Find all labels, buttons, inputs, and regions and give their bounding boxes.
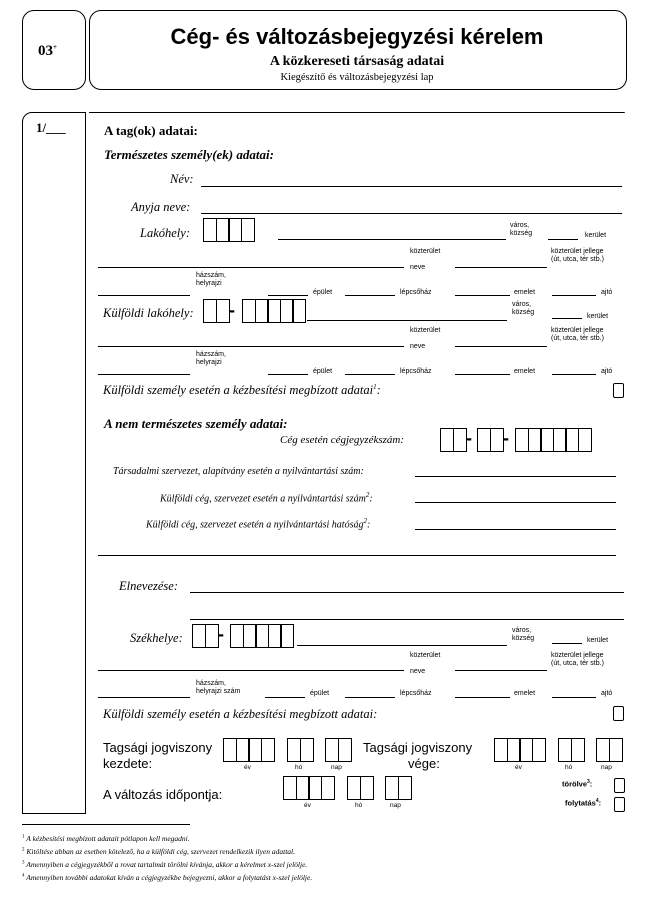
ho-label: hó bbox=[295, 764, 303, 771]
tag-kezdete-label: Tagsági jogviszony kezdete: bbox=[103, 740, 213, 771]
form-code: 03+ bbox=[38, 43, 57, 59]
kozterulet-label: közterület neve bbox=[410, 652, 441, 675]
folytatas-label: folytatás$^4$: bbox=[565, 798, 602, 808]
elnevezese-label: Elnevezése: bbox=[119, 579, 178, 593]
ajto-field[interactable] bbox=[552, 374, 596, 375]
cegjegyzek-label: Cég esetén cégjegyzékszám: bbox=[280, 434, 405, 446]
epulet-label: épület bbox=[313, 368, 333, 375]
vege-ev[interactable] bbox=[494, 738, 546, 762]
dash: - bbox=[218, 624, 224, 644]
kezbesitesi-checkbox[interactable] bbox=[613, 383, 624, 398]
ho-label: hó bbox=[565, 764, 573, 771]
hazszam-field[interactable] bbox=[98, 697, 190, 698]
kozterulet-jellege-label: közterület jellege (út, utca, tér stb.) bbox=[551, 652, 604, 667]
anyja-label: Anyja neve: bbox=[131, 200, 191, 214]
lepcsohaz-field[interactable] bbox=[345, 295, 395, 296]
vege-ho[interactable] bbox=[558, 738, 585, 762]
kulf-ceg-field[interactable] bbox=[415, 502, 616, 503]
ajto-label: ajtó bbox=[601, 690, 613, 697]
form-title: Cég- és változásbejegyzési kérelem bbox=[170, 24, 544, 49]
kozterulet-jellege-label: közterület jellege (út, utca, tér stb.) bbox=[551, 327, 604, 342]
vege-nap[interactable] bbox=[596, 738, 623, 762]
elnevezese-field[interactable] bbox=[190, 592, 624, 593]
szekhely-country-code[interactable] bbox=[192, 624, 219, 648]
valtozas-ev[interactable] bbox=[283, 776, 335, 800]
ajto-field[interactable] bbox=[552, 295, 596, 296]
form-subtitle: A közkereseti társaság adatai bbox=[269, 54, 445, 69]
street-field[interactable] bbox=[98, 670, 404, 671]
nev-field[interactable] bbox=[201, 186, 622, 187]
tarsadalmi-label: Társadalmi szervezet, alapítvány esetén a nyilvántartási szám: bbox=[113, 466, 364, 477]
street-field[interactable] bbox=[98, 346, 404, 347]
emelet-label: emelet bbox=[514, 690, 536, 697]
kezdete-ho[interactable] bbox=[287, 738, 314, 762]
kerulet-label: kerület bbox=[587, 313, 609, 320]
folytatas-checkbox[interactable] bbox=[614, 797, 625, 812]
cegjegyzek-part3[interactable] bbox=[515, 428, 592, 452]
form-subsubtitle: Kiegészítő és változásbejegyzési lap bbox=[280, 72, 434, 83]
varos-label: város, község bbox=[510, 222, 533, 237]
kerulet-field[interactable] bbox=[548, 239, 578, 240]
tag-vege-label: Tagsági jogviszony vége: bbox=[363, 740, 473, 771]
kulf-hatosag-label: Külföldi cég, szervezet esetén a nyilvántartási hatóság$^2$: bbox=[146, 517, 371, 531]
ho-label: hó bbox=[355, 802, 363, 809]
kezdete-ev[interactable] bbox=[223, 738, 275, 762]
tarsadalmi-field[interactable] bbox=[415, 476, 616, 477]
legal-person-title: A nem természetes személy adatai: bbox=[104, 416, 288, 431]
hazszam-label: házszám, helyrajzi szám bbox=[196, 680, 241, 695]
emelet-field[interactable] bbox=[455, 295, 510, 296]
ajto-label: ajtó bbox=[601, 368, 613, 375]
torolve-checkbox[interactable] bbox=[614, 778, 625, 793]
hazszam-label: házszám, helyrajzi bbox=[196, 272, 226, 287]
lepcsohaz-label: lépcsőház bbox=[400, 289, 432, 296]
ajto-label: ajtó bbox=[601, 289, 613, 296]
lepcsohaz-label: lépcsőház bbox=[400, 368, 432, 375]
street-field[interactable] bbox=[98, 267, 404, 268]
lakohely-label: Lakóhely: bbox=[140, 226, 190, 240]
lakohely-zip[interactable] bbox=[203, 218, 255, 242]
kezdete-nap[interactable] bbox=[325, 738, 352, 762]
epulet-label: épület bbox=[310, 690, 330, 697]
dash: - bbox=[229, 300, 235, 320]
main-frame-top bbox=[89, 112, 625, 113]
epulet-label: épület bbox=[313, 289, 333, 296]
epulet-field[interactable] bbox=[268, 295, 308, 296]
kozterulet-label: közterület neve bbox=[410, 327, 441, 350]
footnote-1: $^1$ A kézbesítési megbízott adatait pótlapon kell megadni. bbox=[22, 834, 190, 843]
kulfoldi-city[interactable] bbox=[307, 320, 507, 321]
valtozas-ho[interactable] bbox=[347, 776, 374, 800]
kulfoldi-country-code[interactable] bbox=[203, 299, 230, 323]
epulet-field[interactable] bbox=[268, 374, 308, 375]
nap-label: nap bbox=[331, 764, 342, 771]
footnote-divider bbox=[22, 824, 190, 825]
kozterulet-label: közterület neve bbox=[410, 248, 441, 271]
street-type-field[interactable] bbox=[455, 670, 547, 671]
ev-label: év bbox=[515, 764, 522, 771]
kerulet-label: kerület bbox=[585, 232, 607, 239]
footnote-2: $^2$ Kitöltése abban az esetben kötelező, ha a külföldi cég, szervezet rendelkezik ilyen adattal. bbox=[22, 847, 295, 856]
lepcsohaz-field[interactable] bbox=[345, 697, 395, 698]
epulet-field[interactable] bbox=[265, 697, 305, 698]
torolve-label: törölve$^3$: bbox=[562, 779, 593, 789]
hazszam-field[interactable] bbox=[98, 295, 190, 296]
kerulet-label: kerület bbox=[587, 637, 609, 644]
emelet-label: emelet bbox=[514, 368, 536, 375]
cegjegyzek-part1[interactable] bbox=[440, 428, 467, 452]
dash: - bbox=[466, 428, 472, 448]
hazszam-field[interactable] bbox=[98, 374, 190, 375]
street-type-field[interactable] bbox=[455, 267, 547, 268]
section-number: 1/___ bbox=[36, 120, 66, 135]
nap-label: nap bbox=[601, 764, 612, 771]
kulf-hatosag-field[interactable] bbox=[415, 529, 616, 530]
emelet-field[interactable] bbox=[455, 374, 510, 375]
ev-label: év bbox=[244, 764, 251, 771]
nap-label: nap bbox=[390, 802, 401, 809]
hazszam-label: házszám, helyrajzi bbox=[196, 351, 226, 366]
nev-label: Név: bbox=[170, 172, 194, 186]
footnote-4: $^4$ Amennyiben további adatokat kíván a cégjegyzékbe bejegyezni, akkor a folytatást x-szel jelölje. bbox=[22, 873, 313, 882]
legal-extra-field[interactable] bbox=[98, 555, 616, 556]
szekhely-zip[interactable] bbox=[230, 624, 294, 648]
anyja-field[interactable] bbox=[201, 213, 622, 214]
lepcsohaz-field[interactable] bbox=[345, 374, 395, 375]
varos-label: város, község bbox=[512, 301, 535, 316]
szekhely-city[interactable] bbox=[297, 645, 507, 646]
varos-label: város, község bbox=[512, 627, 535, 642]
street-type-field[interactable] bbox=[455, 346, 547, 347]
kezbesitesi-checkbox-2[interactable] bbox=[613, 706, 624, 721]
ajto-field[interactable] bbox=[552, 697, 596, 698]
footnote-3: $^3$ Amennyiben a cégjegyzékből a rovat tartalmát törölni kívánja, akkor a kérelmet x-szel jelölje. bbox=[22, 860, 308, 869]
section-number-box bbox=[22, 112, 86, 814]
cegjegyzek-part2[interactable] bbox=[477, 428, 504, 452]
valtozas-nap[interactable] bbox=[385, 776, 412, 800]
dash: - bbox=[503, 428, 509, 448]
ev-label: év bbox=[304, 802, 311, 809]
kerulet-field[interactable] bbox=[552, 643, 582, 644]
szekhelye-label: Székhelye: bbox=[130, 631, 183, 645]
elnevezese-field-2[interactable] bbox=[190, 619, 624, 620]
lepcsohaz-label: lépcsőház bbox=[400, 690, 432, 697]
kerulet-field[interactable] bbox=[552, 318, 582, 319]
kezbesitesi-label: Külföldi személy esetén a kézbesítési megbízott adatai$^1$: bbox=[103, 383, 381, 398]
kulfoldi-lakohely-label: Külföldi lakóhely: bbox=[103, 306, 194, 320]
section-title: A tag(ok) adatai: bbox=[104, 123, 198, 138]
valtozas-label: A változás időpontja: bbox=[103, 787, 223, 802]
kulf-ceg-label: Külföldi cég, szervezet esetén a nyilvántartási szám$^2$: bbox=[160, 491, 373, 505]
kulfoldi-zip[interactable] bbox=[242, 299, 306, 323]
natural-person-title: Természetes személy(ek) adatai: bbox=[104, 147, 274, 162]
emelet-label: emelet bbox=[514, 289, 536, 296]
emelet-field[interactable] bbox=[455, 697, 510, 698]
lakohely-city[interactable] bbox=[278, 239, 506, 240]
kezbesitesi-label-2: Külföldi személy esetén a kézbesítési megbízott adatai: bbox=[103, 707, 378, 721]
kozterulet-jellege-label: közterület jellege (út, utca, tér stb.) bbox=[551, 248, 604, 263]
